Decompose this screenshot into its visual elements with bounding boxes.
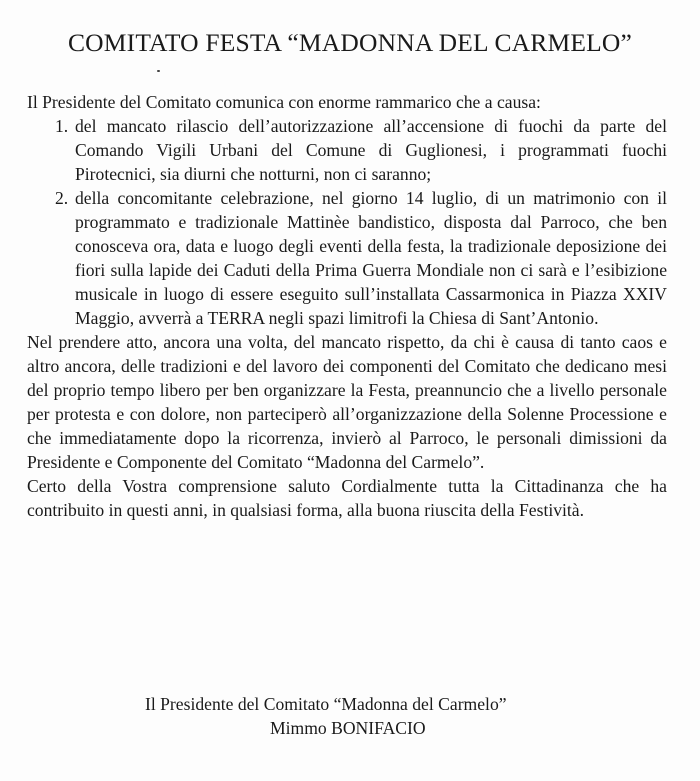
list-item-number: 2. bbox=[55, 188, 69, 208]
letter-title: COMITATO FESTA “MADONNA DEL CARMELO” bbox=[67, 28, 633, 57]
letter-body bbox=[27, 90, 667, 522]
reasons-list bbox=[27, 114, 667, 330]
closing-paragraph: Certo della Vostra comprensione saluto Cordialmente tutta la Cittadinanza che ha contribuito in questi anni, in qualsiasi forma, alla buona riuscita della Festività. bbox=[27, 476, 667, 520]
scan-speck bbox=[157, 70, 160, 72]
list-item-text: del mancato rilascio dell’autorizzazione all’accensione di fuochi da parte del Comando Vigili Urbani del Comune di Guglionesi, i programmati fuochi Pirotecnici, sia diurni che notturni, non ci saranno; bbox=[75, 116, 667, 184]
protest-paragraph: Nel prendere atto, ancora una volta, del mancato rispetto, da chi è causa di tanto caos e altro ancora, delle tradizioni e del lavoro dei componenti del Comitato che dedicano mesi del proprio tempo libero per ben organizzare la Festa, preannuncio che a livello personale per protesta e con dolore, non parteciperò all’organizzazione della Solenne Processione e che immediatamente dopo la ricorrenza, invierò al Parroco, le personali dimissioni da Presidente e Componente del Comitato “Madonna del Carmelo”. bbox=[27, 332, 667, 472]
list-item-text: della concomitante celebrazione, nel giorno 14 luglio, di un matrimonio con il programmato e tradizionale Mattinèe bandistico, disposta dal Parroco, che ben conosceva ora, data e luogo degli eventi della festa, la tradizionale deposizione dei fiori sulla lapide dei Caduti della Prima Guerra Mondiale non ci sarà e l’esibizione musicale in luogo di essere eseguito sull’installata Cassarmonica in Piazza XXIV Maggio, avverrà a TERRA negli spazi limitrofi la Chiesa di Sant’Antonio. bbox=[75, 188, 667, 328]
signature-name: Mimmo BONIFACIO bbox=[270, 718, 426, 738]
list-item bbox=[27, 186, 667, 330]
list-item-number: 1. bbox=[55, 116, 69, 136]
intro-text: Il Presidente del Comitato comunica con enorme rammarico che a causa: bbox=[27, 92, 541, 112]
signature-role: Il Presidente del Comitato “Madonna del Carmelo” bbox=[145, 694, 507, 714]
list-item bbox=[27, 114, 667, 186]
